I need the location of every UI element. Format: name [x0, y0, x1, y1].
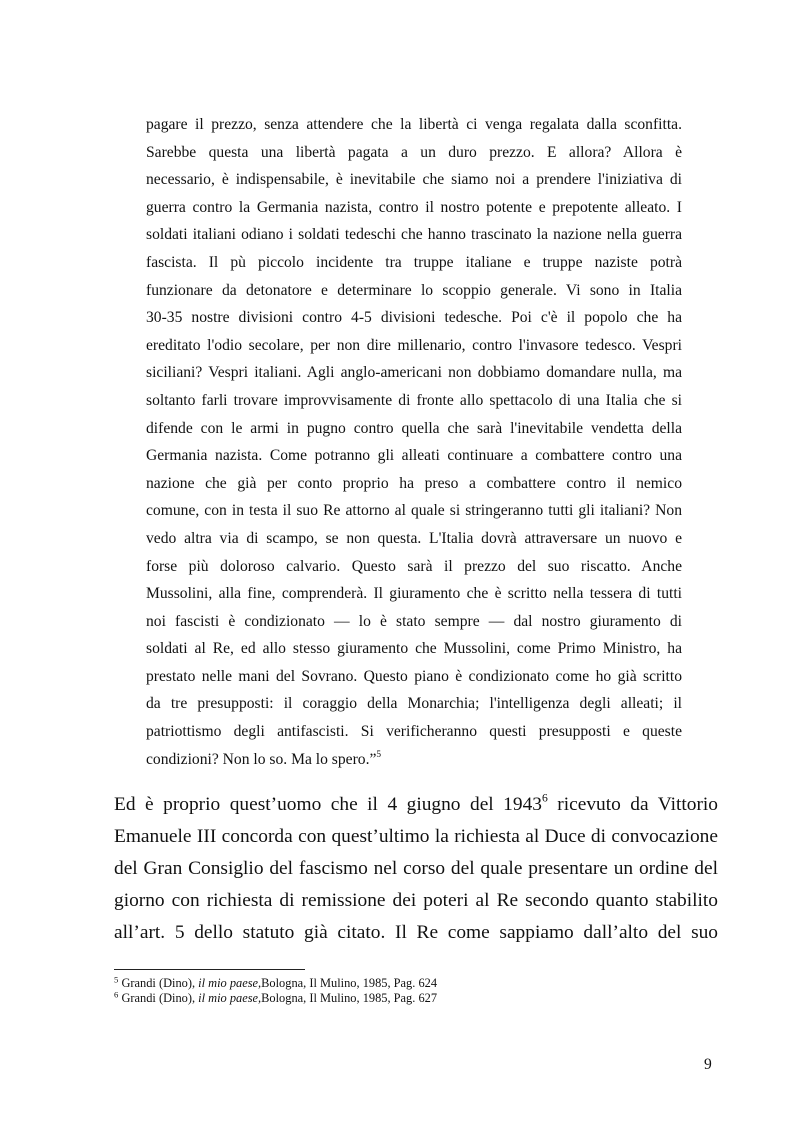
quote-line: soltanto farli trovare improvvisamente di fronte allo spettacolo di una Italia che si: [146, 391, 682, 409]
footnote: [114, 991, 718, 1006]
footnote-reference[interactable]: 5: [376, 749, 382, 760]
quote-line: Mussolini, alla fine, comprenderà. Il giuramento che è scritto nella tessera di tutti: [146, 585, 682, 603]
quote-line: Germania nazista. Come potranno gli alleati continuare a combattere contro una: [146, 447, 682, 465]
quote-line: noi fascisti è condizionato — lo è stato sempre — dal nostro giuramento di: [146, 612, 682, 630]
quote-line-last: [146, 746, 682, 774]
body-line: del Gran Consiglio del fascismo nel corso del quale presentare un ordine del: [114, 858, 718, 879]
footnotes: [114, 976, 718, 1006]
footnote-author: Grandi (Dino),: [121, 991, 199, 1005]
footnote-separator: [114, 969, 305, 970]
quote-line: prestato nelle mani del Sovrano. Questo piano è condizionato come ho già scritto: [146, 667, 682, 685]
quote-line: guerra contro la Germania nazista, contro il nostro potente e prepotente alleato. I: [146, 198, 682, 216]
quote-line: patriottismo degli antifascisti. Si verificheranno questi presupposti e queste: [146, 723, 682, 741]
quote-line: necessario, è indispensabile, è inevitabile che siamo noi a prendere l'iniziativa di: [146, 171, 682, 189]
footnote-author: Grandi (Dino),: [121, 976, 199, 990]
footnote-reference[interactable]: 6: [541, 791, 548, 805]
footnote-number: 5: [114, 974, 119, 985]
page-number: 9: [704, 1056, 712, 1073]
body-line-text: ricevuto da Vittorio: [547, 794, 718, 815]
body-line: all’art. 5 dello statuto già citato. Il Re come sappiamo dall’alto del suo: [114, 922, 718, 943]
quote-line: nazione che già per conto proprio ha preso a combattere contro il nemico: [146, 474, 682, 492]
quote-last-text: condizioni? Non lo so. Ma lo spero.”: [146, 750, 377, 768]
quote-line: da tre presupposti: il coraggio della Monarchia; l'intelligenza degli alleati; il: [146, 695, 682, 713]
footnote-title: il mio paese,: [198, 976, 262, 990]
body-line: [114, 789, 718, 821]
quote-line: soldati al Re, ed allo stesso giuramento che Mussolini, come Primo Ministro, ha: [146, 640, 682, 658]
quote-line: ereditato l'odio secolare, per non dire millenario, contro l'invasore tedesco. Vespri: [146, 336, 682, 354]
body-line: Emanuele III concorda con quest’ultimo la richiesta al Duce di convocazione: [114, 826, 718, 847]
footnote-details: Bologna, Il Mulino, 1985, Pag. 627: [261, 991, 438, 1005]
quote-line: 30-35 nostre divisioni contro 4-5 divisioni tedesche. Poi c'è il popolo che ha: [146, 309, 682, 327]
footnote-title: il mio paese,: [198, 991, 262, 1005]
footnote: [114, 976, 718, 991]
quote-line: forse più doloroso calvario. Questo sarà il prezzo del suo riscatto. Anche: [146, 557, 682, 575]
quote-line: pagare il prezzo, senza attendere che la libertà ci venga regalata dalla sconfitta.: [146, 116, 682, 133]
quote-line: funzionare da detonatore e determinare lo scoppio generale. Vi sono in Italia: [146, 281, 682, 299]
quote-line: siciliani? Vespri italiani. Agli anglo-americani non dobbiamo domandare nulla, ma: [146, 364, 682, 382]
quote-line: difende con le armi in pugno contro quella che sarà l'inevitabile vendetta della: [146, 419, 682, 437]
quote-line: Sarebbe questa una libertà pagata a un duro prezzo. E allora? Allora è: [146, 143, 682, 161]
footnote-number: 6: [114, 989, 119, 1000]
block-quote: [146, 111, 682, 773]
body-paragraph: [114, 789, 718, 949]
body-line: giorno con richiesta di remissione dei poteri al Re secondo quanto stabilito: [114, 890, 718, 911]
quote-line: comune, con in testa il suo Re attorno al quale si stringeranno tutti gli italiani? Non: [146, 502, 682, 520]
quote-line: vedo altra via di scampo, se non questa. L'Italia dovrà attraversare un nuovo e: [146, 529, 682, 547]
body-line-text: Ed è proprio quest’uomo che il 4 giugno del 1943: [114, 794, 542, 815]
quote-line: soldati italiani odiano i soldati tedeschi che hanno trascinato la nazione nella guerra: [146, 226, 682, 244]
footnote-details: Bologna, Il Mulino, 1985, Pag. 624: [261, 976, 438, 990]
quote-line: fascista. Il pù piccolo incidente tra truppe italiane e truppe naziste potrà: [146, 253, 682, 271]
